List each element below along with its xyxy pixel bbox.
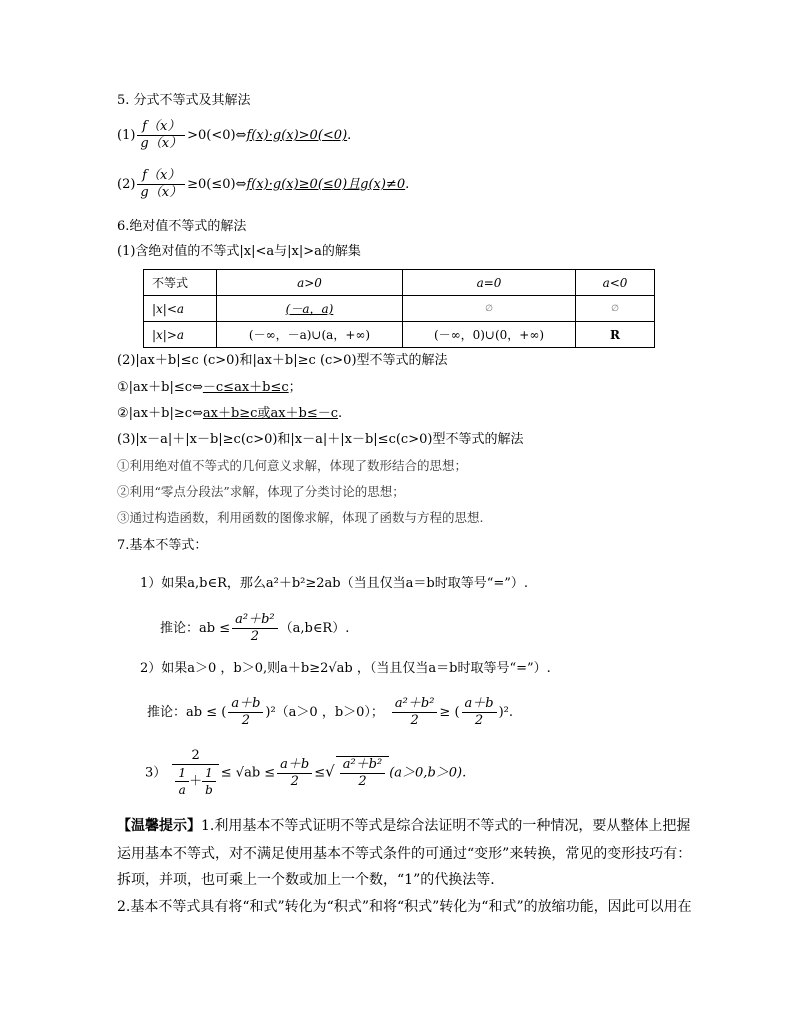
tip-label: 【温馨提示】 — [117, 818, 201, 834]
relation: ≥ ( — [439, 705, 460, 720]
fraction-denominator: 2 — [290, 773, 299, 789]
fraction-denominator: 2 — [358, 773, 367, 789]
equivalent-condition: f(x)·g(x)>0(<0) — [246, 128, 348, 143]
fraction-numerator: a²＋b² — [232, 612, 278, 629]
table-cell: R — [576, 322, 655, 348]
table-cell: ∅ — [576, 296, 655, 322]
table-cell: |x|<a — [144, 296, 217, 322]
item-number: (2) — [117, 177, 136, 192]
fraction-numerator: 1 — [202, 765, 216, 782]
case-label: ①|ax＋b|≤c⇔ — [117, 380, 203, 395]
case-2 — [117, 405, 342, 423]
fraction-numerator: a＋b — [228, 696, 263, 713]
fraction-numerator: a＋b — [277, 757, 312, 774]
table-cell: (－a，a) — [217, 296, 403, 322]
tip-line-2: 运用基本不等式，对不满足使用基本不等式条件的可通过“变形”来转换，常见的变形技巧有： — [117, 846, 692, 862]
fraction-numerator: a²＋b² — [340, 757, 386, 774]
absolute-value-table — [143, 269, 655, 348]
basic-inequality-2: 2）如果a＞0 ，b＞0,则a＋b≥2√ab ，（当且仅当a＝b时取等号“=”）. — [140, 661, 551, 676]
method-2: ②利用“零点分段法”求解，体现了分类讨论的思想； — [117, 484, 405, 499]
fraction-inequality-1 — [117, 119, 351, 152]
relation: ≤ — [314, 765, 326, 781]
corollary-2 — [147, 696, 513, 729]
fraction-denominator: 2 — [241, 713, 250, 728]
fraction-inequality-2 — [117, 168, 409, 201]
table-header-cell: a>0 — [217, 270, 403, 296]
case-solution: ax＋b≥c或ax＋b≤－c — [202, 406, 339, 421]
corollary-label: 推论：ab ≤ ( — [147, 705, 227, 720]
corollary-condition: （a,b∈R）. — [279, 621, 350, 636]
period: . — [347, 128, 352, 143]
fraction-numerator: 1 — [175, 765, 189, 782]
table-row — [144, 322, 655, 348]
case-solution: －c≤ax＋b≤c — [202, 380, 289, 395]
relation: ≤ √ab ≤ — [220, 765, 276, 781]
fraction-numerator: f（x） — [137, 168, 185, 185]
fraction-denominator: 2 — [410, 713, 419, 728]
period: . — [405, 177, 410, 192]
equivalent-condition: f(x)·g(x)≥0(≤0)且g(x)≠0 — [246, 177, 406, 192]
item-number: 3） — [145, 765, 167, 781]
tip-line-1 — [117, 817, 690, 835]
radical-sign: √ — [325, 762, 335, 781]
method-1: ①利用绝对值不等式的几何意义求解，体现了数形结合的思想； — [117, 458, 468, 473]
table-cell: (－∞，－a)∪(a，+∞) — [217, 322, 403, 348]
fraction-numerator: f（x） — [137, 119, 185, 136]
section-7-title: 7.基本不等式： — [117, 538, 208, 553]
fraction-numerator: a＋b — [462, 696, 497, 713]
tip-text: 1.利用基本不等式证明不等式是综合法证明不等式的一种情况，要从整体上把握 — [201, 818, 691, 834]
corollary-condition: )²（a＞0 ，b＞0）； — [265, 705, 384, 720]
case-1 — [117, 379, 302, 397]
section-6-title: 6.绝对值不等式的解法 — [117, 219, 247, 234]
relation: )². — [498, 705, 514, 720]
fraction-denominator: 2 — [474, 713, 484, 728]
fraction-numerator: 2 — [172, 748, 218, 765]
mean-inequality-chain: 3） 2 $\frac{1}{a}$ ＋ $\frac{1}{b}$ ≤ √ab ≤ $\frac{a+b}{2}$ ≤√ $\frac{\text{a²＋b²}}{2}$ (a＞0,b＞0). — [145, 748, 467, 797]
table-cell: |x|>a — [144, 322, 217, 348]
basic-inequality-1: 1）如果a,b∈R，那么a²＋b²≥2ab（当且仅当a＝b时取等号“=”）. — [140, 576, 529, 591]
section-6-sub-3: (3)|x－a|＋|x－b|≥c(c>0)和|x－a|＋|x－b|≤c(c>0)型不等式的解法 — [117, 432, 524, 447]
fraction-numerator: a²＋b² — [392, 696, 438, 713]
fraction-denominator: g（x） — [140, 136, 183, 151]
tip-line-3: 拆项，并项，也可乘上一个数或加上一个数，“1”的代换法等. — [117, 872, 495, 888]
punctuation: ； — [288, 380, 302, 395]
method-3: ③通过构造函数，利用函数的图像求解，体现了函数与方程的思想. — [117, 510, 484, 525]
table-header-row — [144, 270, 655, 296]
table-header-cell: a=0 — [403, 270, 576, 296]
relation: >0(<0)⇔ — [187, 128, 247, 143]
table-header-cell: 不等式 — [144, 270, 217, 296]
fraction-denominator: g（x） — [140, 185, 183, 200]
punctuation: . — [338, 406, 343, 421]
condition: (a＞0,b＞0). — [389, 765, 467, 781]
case-label: ②|ax＋b|≥c⇔ — [117, 406, 203, 421]
table-cell: ∅ — [403, 296, 576, 322]
fraction-denominator: 2 — [250, 629, 259, 644]
table-header-cell: a<0 — [576, 270, 655, 296]
corollary-1 — [160, 612, 349, 645]
item-number: (1) — [117, 128, 136, 143]
corollary-label: 推论：ab ≤ — [160, 621, 231, 636]
table-row — [144, 296, 655, 322]
section-6-sub-1: (1)含绝对值的不等式|x|<a与|x|>a的解集 — [117, 244, 361, 259]
fraction-denominator: b — [205, 783, 213, 797]
section-5-title: 5. 分式不等式及其解法 — [117, 93, 251, 108]
section-6-sub-2: (2)|ax＋b|≤c (c>0)和|ax＋b|≥c (c>0)型不等式的解法 — [117, 353, 448, 368]
table-cell: (－∞，0)∪(0，+∞) — [403, 322, 576, 348]
tip-line-4: 2.基本不等式具有将“和式”转化为“积式”和将“积式”转化为“和式”的放缩功能，因此可以用在 — [117, 899, 692, 915]
fraction-denominator: a — [178, 783, 186, 797]
relation: ≥0(≤0)⇔ — [187, 177, 247, 192]
